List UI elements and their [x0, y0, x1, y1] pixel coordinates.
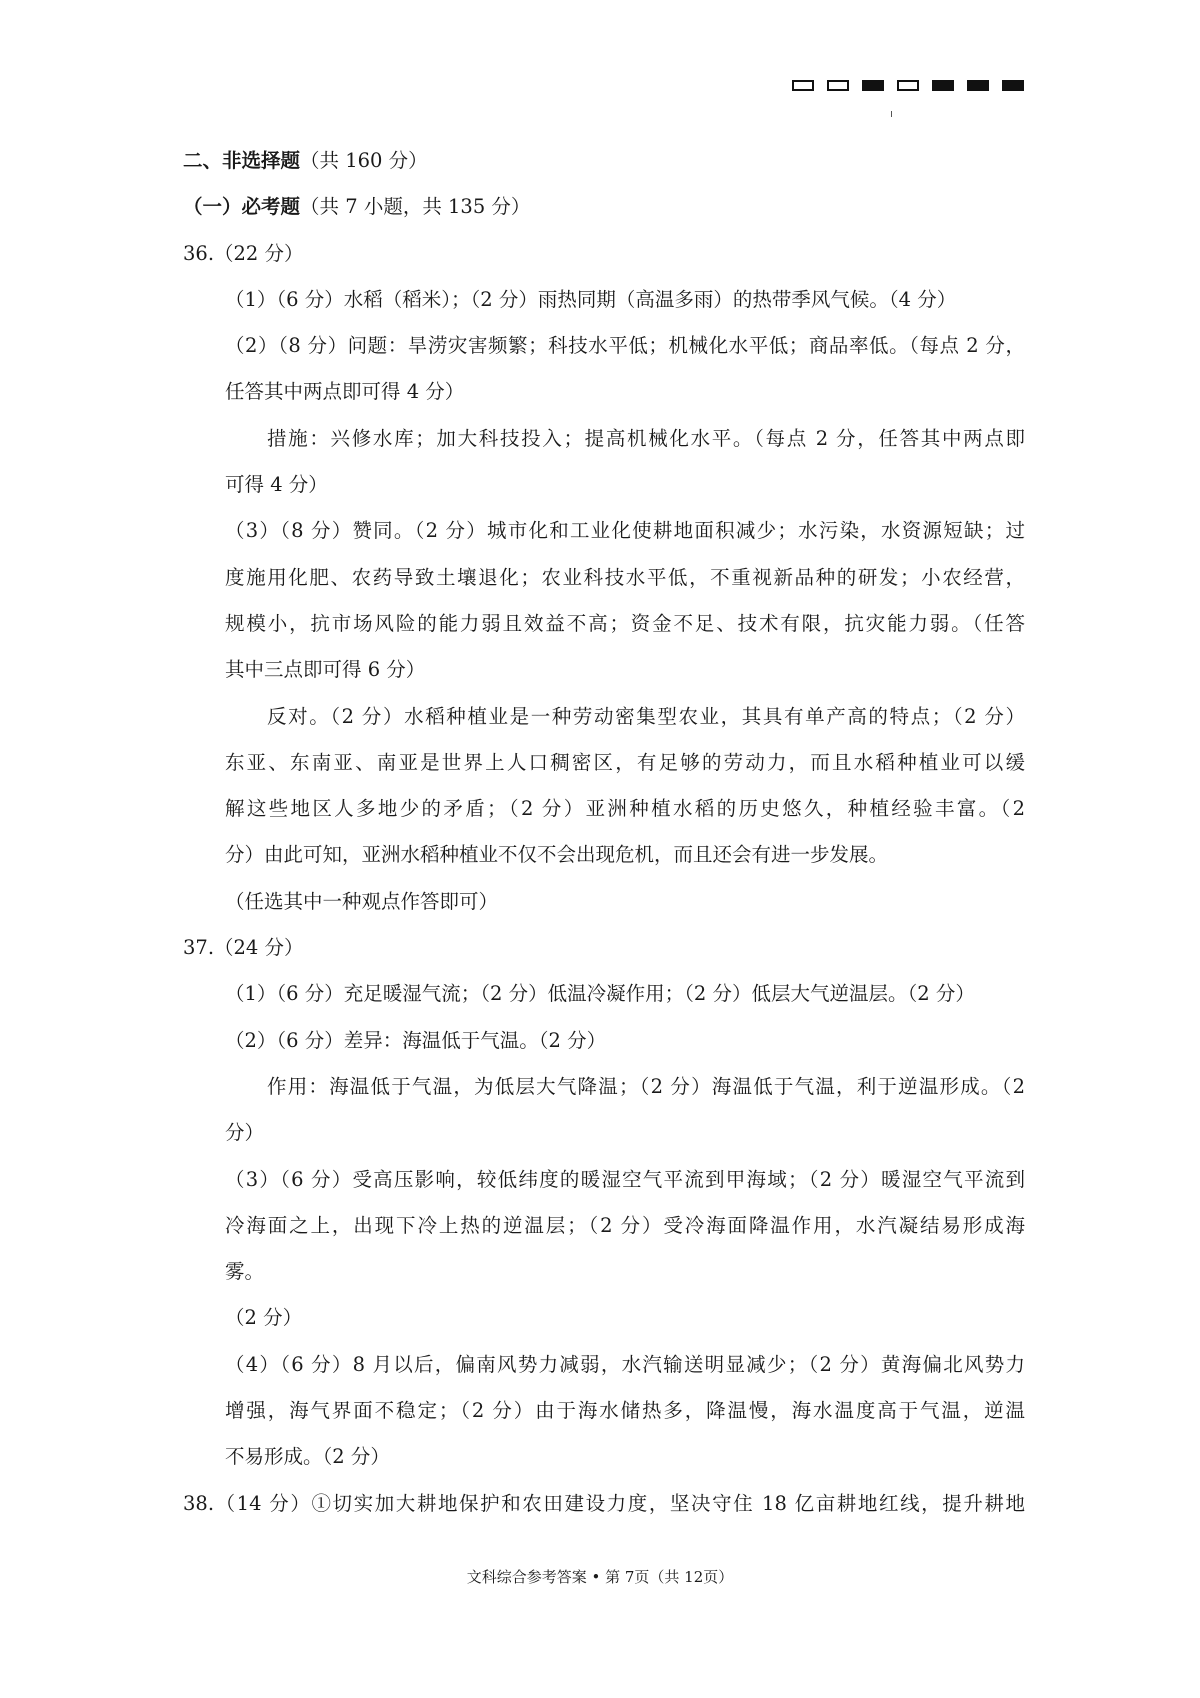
answer-line: （3）（6 分）受高压影响，较低纬度的暖湿空气平流到甲海域；（2 分）暖湿空气平流到 [225, 1167, 1025, 1191]
page-footer: 文科综合参考答案 • 第 7页（共 12页） [466, 1568, 734, 1586]
answer-content [183, 138, 1025, 1527]
answer-line: （4）（6 分）8 月以后，偏南风势力减弱，水汽输送明显减少；（2 分）黄海偏北风势力 [225, 1352, 1025, 1376]
answer-line: 作用：海温低于气温，为低层大气降温；（2 分）海温低于气温，利于逆温形成。（2 [267, 1074, 1025, 1098]
answer-line: 度施用化肥、农药导致土壤退化；农业科技水平低，不重视新品种的研发；小农经营， [225, 565, 1025, 589]
answer-line: 解这些地区人多地少的矛盾；（2 分）亚洲种植水稻的历史悠久，种植经验丰富。（2 [225, 797, 1025, 821]
subsection-title-bold: （一）必考题 [183, 195, 301, 219]
answer-line: （2）（6 分）差异：海温低于气温。（2 分） [225, 1028, 607, 1052]
header-mark-filled [967, 80, 989, 91]
answer-line: （2 分） [225, 1306, 303, 1330]
answer-line: （1）（6 分）水稻（稻米）；（2 分）雨热同期（高温多雨）的热带季风气候。（4 分） [225, 287, 957, 311]
answer-line: 其中三点即可得 6 分） [225, 658, 426, 682]
answer-line: 不易形成。（2 分） [225, 1445, 390, 1469]
answer-line: 反对。（2 分）水稻种植业是一种劳动密集型农业，其具有单产高的特点；（2 分） [267, 704, 1025, 728]
answer-line: 可得 4 分） [225, 473, 328, 497]
section-title-bold: 二、非选择题 [183, 149, 301, 172]
header-marks [792, 80, 1024, 91]
section-title-rest: （共 160 分） [300, 149, 428, 172]
answer-line: 分） [225, 1121, 265, 1145]
header-mark-empty [792, 80, 814, 91]
section-title [183, 138, 1025, 184]
header-mark-filled [1002, 80, 1024, 91]
header-mark-empty [897, 80, 919, 91]
answer-line: 东亚、东南亚、南亚是世界上人口稠密区，有足够的劳动力，而且水稻种植业可以缓 [225, 750, 1025, 774]
answer-line: 任答其中两点即可得 4 分） [225, 380, 465, 404]
answer-line: 增强，海气界面不稳定；（2 分）由于海水储热多，降温慢，海水温度高于气温，逆温 [225, 1399, 1025, 1423]
question-38-header: 38.（14 分）①切实加大耕地保护和农田建设力度，坚决守住 18 亿亩耕地红线，提升耕地 [183, 1491, 1025, 1515]
subsection-title-rest: （共 7 小题，共 135 分） [300, 195, 531, 219]
header-tick [891, 111, 892, 117]
answer-line: （1）（6 分）充足暖湿气流；（2 分）低温冷凝作用；（2 分）低层大气逆温层。（2 分） [225, 982, 975, 1006]
answer-line: 规模小，抗市场风险的能力弱且效益不高；资金不足、技术有限，抗灾能力弱。（任答 [225, 611, 1025, 635]
question-37-header: 37.（24 分） [183, 936, 304, 960]
answer-line: 措施：兴修水库；加大科技投入；提高机械化水平。（每点 2 分，任答其中两点即 [267, 426, 1025, 450]
header-mark-filled [862, 80, 884, 91]
answer-line: 雾。 [225, 1260, 265, 1284]
answer-line: （2）（8 分）问题：旱涝灾害频繁；科技水平低；机械化水平低；商品率低。（每点 2 分， [225, 334, 1025, 358]
question-36-header: 36.（22 分） [183, 241, 304, 265]
answer-line: （任选其中一种观点作答即可） [225, 889, 499, 913]
answer-line: 冷海面之上，出现下冷上热的逆温层；（2 分）受冷海面降温作用，水汽凝结易形成海 [225, 1213, 1025, 1237]
header-mark-filled [932, 80, 954, 91]
answer-line: 分）由此可知，亚洲水稻种植业不仅不会出现危机，而且还会有进一步发展。 [225, 843, 889, 867]
header-mark-empty [827, 80, 849, 91]
subsection-title [183, 184, 1025, 230]
answer-line: （3）（8 分）赞同。（2 分）城市化和工业化使耕地面积减少；水污染，水资源短缺；过 [225, 519, 1025, 543]
